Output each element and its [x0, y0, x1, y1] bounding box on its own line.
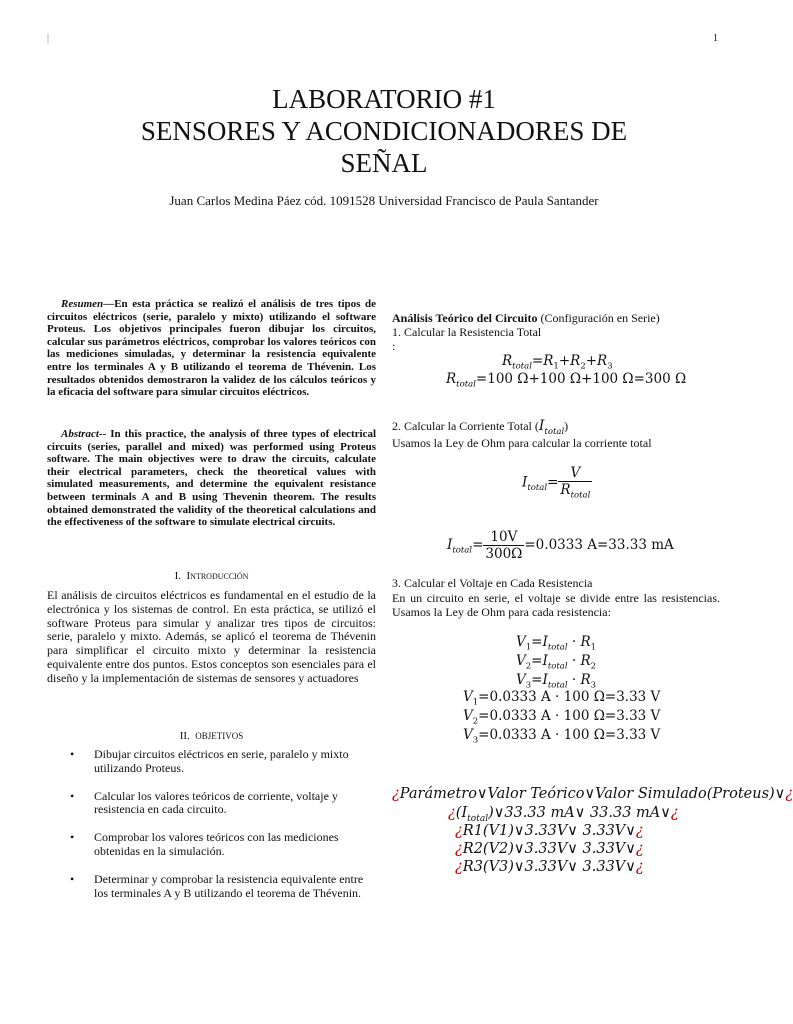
objectives-heading — [47, 730, 376, 742]
table-row — [448, 805, 679, 824]
broken-glyph: ¿ — [670, 805, 679, 821]
step-1: 1. Calcular la Resistencia Total — [392, 325, 542, 339]
eq-v3-formula: $V_3=I_{total} \cdot R_3$ — [516, 672, 597, 691]
analysis-heading-rest: (Configuración en Serie) — [537, 311, 660, 325]
intro-paragraph: El análisis de circuitos eléctricos es fundamental en el estudio de la electrónica y los sistemas de control. En esta práctica, se utilizó el software Proteus para simular y analizar tres tipos de circuitos: serie, paralelo y mixto. Además, se aplicó el teorema de Thévenin para simplificar el circuito mixto y determinar la resistencia equivalente entre dos puntos. Estos conceptos son esenciales para el diseño y la implementación de sistemas de sensores y actuadores — [47, 588, 376, 685]
step-2-close: ) — [564, 419, 569, 433]
title-line-1: LABORATORIO #1 — [272, 84, 496, 114]
eq-r-total-formula: $R_{total}=R_1+R_2+R_3$ — [502, 353, 613, 372]
eq-r-total-value: $R_{total}=100$ Ω+100 Ω+100 Ω=300 Ω — [446, 371, 687, 390]
row-label: R3(V3)∨3.33V∨ 3.33V∨ — [462, 859, 636, 875]
list-item: • Calcular los valores teóricos de corriente, voltaje y resistencia en cada circuito. — [70, 790, 370, 818]
step-3: 3. Calcular el Voltaje en Cada Resistencia — [392, 576, 593, 590]
intro-heading — [47, 570, 376, 582]
i-denominator: 300Ω — [485, 546, 523, 562]
r-total-value: =100 Ω+100 Ω+100 Ω=300 Ω — [475, 371, 687, 387]
broken-glyph: ¿ — [392, 786, 400, 802]
eq-v3-value: $V_3=0.0333$ A · 100 Ω=3.33 V — [463, 727, 661, 746]
step-3-text: En un circuito en serie, el voltaje se divide entre las resistencias. Usamos la Ley de Ohm para cada resistencia: — [392, 591, 720, 619]
row-label: R2(V2)∨3.33V∨ 3.33V∨ — [462, 841, 636, 857]
ohm-total-text: Usamos la Ley de Ohm para calcular la corriente total — [392, 436, 652, 450]
list-item: • Dibujar circuitos eléctricos en serie, paralelo y mixto utilizando Proteus. — [70, 748, 370, 776]
step-1-colon: : — [392, 339, 396, 353]
list-item: • Determinar y comprobar la resistencia equivalente entre los terminales A y B utilizando el teorema de Thévenin. — [70, 873, 370, 901]
eq-v1-formula: $V_1=I_{total} \cdot R_1$ — [516, 634, 597, 653]
i-value: =0.0333 A=33.33 mA — [524, 537, 674, 553]
page-title — [0, 83, 768, 179]
eq-v2-value: $V_2=0.0333$ A · 100 Ω=3.33 V — [463, 708, 661, 727]
abstract-es-text: —En esta práctica se realizó el análisis de tres tipos de circuitos eléctricos (serie, paralelo y mixto) utilizando el software Proteus. Los objetivos principales fueron dibujar los circuitos, calcular sus parámetros eléctricos, comprobar los valores teóricos con las mediciones simuladas, y determinar la resistencia equivalente entre los terminales A y B utilizando el teorema de Thévenin. Los resultados obtenidos demostraron la validez de los cálculos teóricos y la eficacia del software para simular circuitos eléctricos. — [47, 298, 376, 399]
row-rest: )∨33.33 mA∨ 33.33 mA∨ — [488, 805, 671, 821]
row-label: R1(V1)∨3.33V∨ 3.33V∨ — [462, 823, 636, 839]
page-number: 1 — [713, 33, 718, 44]
analysis-heading — [392, 312, 720, 326]
broken-glyph: ¿ — [455, 859, 463, 875]
author-line: Juan Carlos Medina Páez cód. 1091528 Universidad Francisco de Paula Santander — [169, 193, 599, 208]
objectives-heading-num: II. — [179, 730, 190, 742]
table-row — [455, 841, 644, 857]
list-item: • Comprobar los valores teóricos con las mediciones obtenidas en la simulación. — [70, 831, 370, 859]
table-header-text: Parámetro∨Valor Teórico∨Valor Simulado(Proteus)∨ — [399, 786, 786, 802]
broken-glyph: ¿ — [635, 841, 644, 857]
step-2-text: 2. Calcular la Corriente Total ( — [392, 419, 539, 433]
title-line-3: SEÑAL — [340, 148, 428, 178]
eq-i-total-formula: $I_{total}=$ $\frac{V}{R_{total}}$ — [522, 465, 591, 501]
i-numerator: 10V — [483, 529, 524, 546]
intro-heading-text: Introducción — [186, 570, 249, 582]
abstract-en-lead: Abstract — [61, 428, 99, 440]
table-row — [455, 823, 644, 839]
broken-glyph: ¿ — [455, 841, 463, 857]
table-header — [392, 786, 793, 802]
abstract-english — [47, 428, 376, 529]
row-sub: total — [467, 813, 489, 824]
abstract-spanish — [47, 298, 376, 399]
fraction — [483, 529, 524, 562]
row-label: (I — [455, 805, 468, 821]
intro-heading-num: I. — [174, 570, 182, 582]
abstract-en-text: -- In this practice, the analysis of three types of electrical circuits (series, parallel and mixed) was performed using Proteus software. The main objectives were to draw the circuits, calculate their electrical parameters, check the theoretical values with simulated measurements, and determine the equivalent resistance between terminals A and B using Thevenin theorem. The results obtained demonstrated the validity of the theoretical calculations and the effectiveness of the software to simulate electrical circuits. — [47, 428, 376, 529]
title-line-2: SENSORES Y ACONDICIONADORES DE — [140, 116, 628, 146]
table-row — [455, 859, 644, 875]
fraction: $\frac{V}{R_{total}}$ — [560, 465, 591, 501]
eq-v1-value: $V_1=0.0333$ A · 100 Ω=3.33 V — [463, 689, 661, 708]
abstract-es-lead: Resumen — [61, 298, 104, 310]
header-mark: | — [47, 33, 50, 44]
v2-value: =0.0333 A · 100 Ω=3.33 V — [478, 708, 661, 724]
objectives-list — [70, 748, 370, 914]
v3-value: =0.0333 A · 100 Ω=3.33 V — [478, 727, 661, 743]
eq-i-total-value: $I_{total}=$ $\frac{10V}{300\Omega}$ =0.0333 A=33.33 mA — [447, 529, 674, 562]
v1-value: =0.0333 A · 100 Ω=3.33 V — [478, 689, 661, 705]
eq-v2-formula: $V_2=I_{total} \cdot R_2$ — [516, 653, 597, 672]
analysis-heading-bold: Análisis Teórico del Circuito — [392, 311, 538, 325]
broken-glyph: ¿ — [785, 786, 793, 802]
broken-glyph: ¿ — [448, 805, 456, 821]
step-2: 2. Calcular la Corriente Total $(I_{total})$ — [392, 418, 569, 437]
broken-glyph: ¿ — [635, 859, 644, 875]
broken-glyph: ¿ — [455, 823, 463, 839]
broken-glyph: ¿ — [635, 823, 644, 839]
objectives-heading-text: OBJETIVOS — [195, 731, 244, 741]
